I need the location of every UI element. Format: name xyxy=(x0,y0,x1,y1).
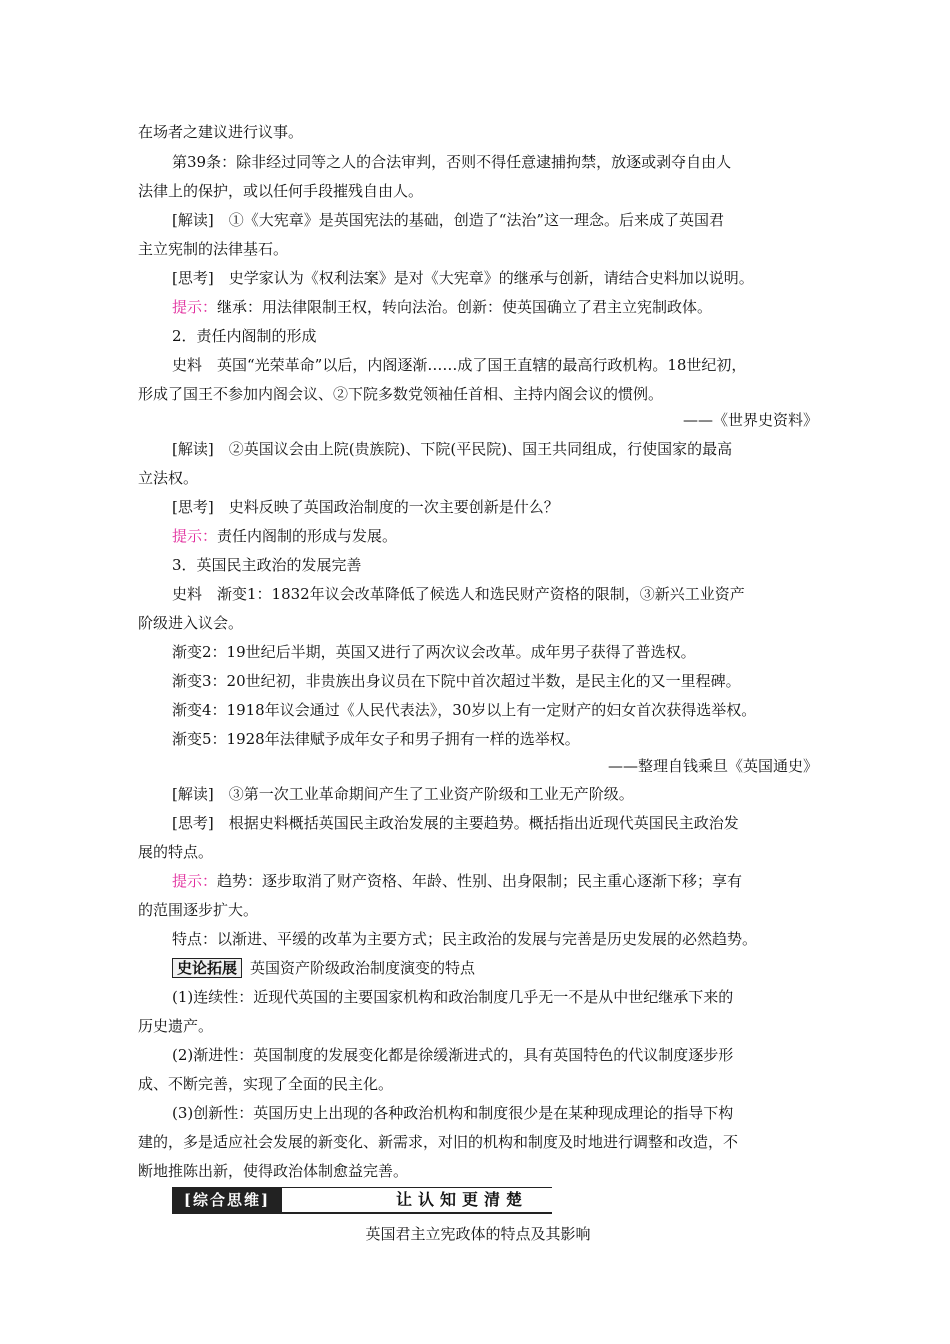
text-line: [解读] ①《大宪章》是英国宪法的基础，创造了“法治”这一理念。后来成了英国君 xyxy=(172,211,725,229)
hint-label: 提示： xyxy=(172,872,218,890)
hint-line: 提示：继承：用法律限制王权，转向法治。创新：使英国确立了君主立宪制政体。 xyxy=(172,298,713,316)
text-line: 立法权。 xyxy=(138,469,199,487)
text-line: 史料 英国“光荣革命”以后，内阁逐渐……成了国王直辖的最高行政机构。18世纪初， xyxy=(172,356,747,374)
text-line: 史料 渐变1：1832年议会改革降低了候选人和选民财产资格的限制，③新兴工业资产 xyxy=(172,585,745,603)
extension-heading: 史论拓展 英国资产阶级政治制度演变的特点 xyxy=(172,958,818,978)
hint-line: 提示：趋势：逐步取消了财产资格、年龄、性别、出身限制；民主重心逐渐下移；享有 xyxy=(172,872,743,890)
text-line: [解读] ②英国议会由上院(贵族院)、下院(平民院)、国王共同组成，行使国家的最高 xyxy=(172,440,733,458)
text-line: (2)渐进性：英国制度的发展变化都是徐缓渐进式的，具有英国特色的代议制度逐步形 xyxy=(172,1046,734,1064)
text-line: 建的，多是适应社会发展的新变化、新需求，对旧的机构和制度及时地进行调整和改造，不 xyxy=(138,1133,739,1151)
text-line: (1)连续性：近现代英国的主要国家机构和政治制度几乎无一不是从中世纪继承下来的 xyxy=(172,988,734,1006)
text-line: 历史遗产。 xyxy=(138,1017,214,1035)
text-line: 第39条：除非经过同等之人的合法审判，否则不得任意逮捕拘禁，放逐或剥夺自由人 xyxy=(172,153,732,171)
text-line: 主立宪制的法律基石。 xyxy=(138,240,289,258)
text-line: 的范围逐步扩大。 xyxy=(138,901,259,919)
text-line: 特点：以渐进、平缓的改革为主要方式；民主政治的发展与完善是历史发展的必然趋势。 xyxy=(172,930,758,948)
text-line: (3)创新性：英国历史上出现的各种政治机构和制度很少是在某种现成理论的指导下构 xyxy=(172,1104,734,1122)
section-bar xyxy=(172,1187,552,1214)
text-line: 形成了国王不参加内阁会议、②下院多数党领袖任首相、主持内阁会议的惯例。 xyxy=(138,385,664,403)
section-bar-title: 让认知更清楚 xyxy=(395,1190,528,1209)
text-line: [思考] 史学家认为《权利法案》是对《大宪章》的继承与创新，请结合史料加以说明。 xyxy=(172,269,754,287)
text-line: 渐变3：20世纪初，非贵族出身议员在下院中首次超过半数，是民主化的又一里程碑。 xyxy=(172,672,741,690)
hint-label: 提示： xyxy=(172,298,218,316)
text-line: [思考] 根据史料概括英国民主政治发展的主要趋势。概括指出近现代英国民主政治发 xyxy=(172,814,739,832)
text-line: 断地推陈出新，使得政治体制愈益完善。 xyxy=(138,1162,409,1180)
text-line: [解读] ③第一次工业革命期间产生了工业资产阶级和工业无产阶级。 xyxy=(172,785,634,803)
text-line: 展的特点。 xyxy=(138,843,214,861)
text-line: 成、不断完善，实现了全面的民主化。 xyxy=(138,1075,394,1093)
text-line: 阶级进入议会。 xyxy=(138,614,244,632)
section-bar-label: [综合思维] xyxy=(172,1188,282,1212)
text-line: 渐变5：1928年法律赋予成年女子和男子拥有一样的选举权。 xyxy=(172,730,580,748)
subtitle: 英国君主立宪政体的特点及其影响 xyxy=(365,1225,591,1243)
text-line: 在场者之建议进行议事。 xyxy=(138,123,304,141)
source-citation: ——整理自钱乘旦《英国通史》 xyxy=(607,757,818,775)
hint-label: 提示： xyxy=(172,527,218,545)
source-citation: ——《世界史资料》 xyxy=(682,411,818,429)
hint-line: 提示：责任内阁制的形成与发展。 xyxy=(172,527,398,545)
section-heading: 3．英国民主政治的发展完善 xyxy=(172,556,362,574)
extension-tag: 史论拓展 xyxy=(172,958,242,978)
text-line: 渐变4：1918年议会通过《人民代表法》，30岁以上有一定财产的妇女首次获得选举权。 xyxy=(172,701,757,719)
text-line: 法律上的保护，或以任何手段摧残自由人。 xyxy=(138,182,424,200)
section-heading: 2．责任内阁制的形成 xyxy=(172,327,317,345)
text-line: [思考] 史料反映了英国政治制度的一次主要创新是什么？ xyxy=(172,498,559,516)
text-line: 渐变2：19世纪后半期，英国又进行了两次议会改革。成年男子获得了普选权。 xyxy=(172,643,696,661)
